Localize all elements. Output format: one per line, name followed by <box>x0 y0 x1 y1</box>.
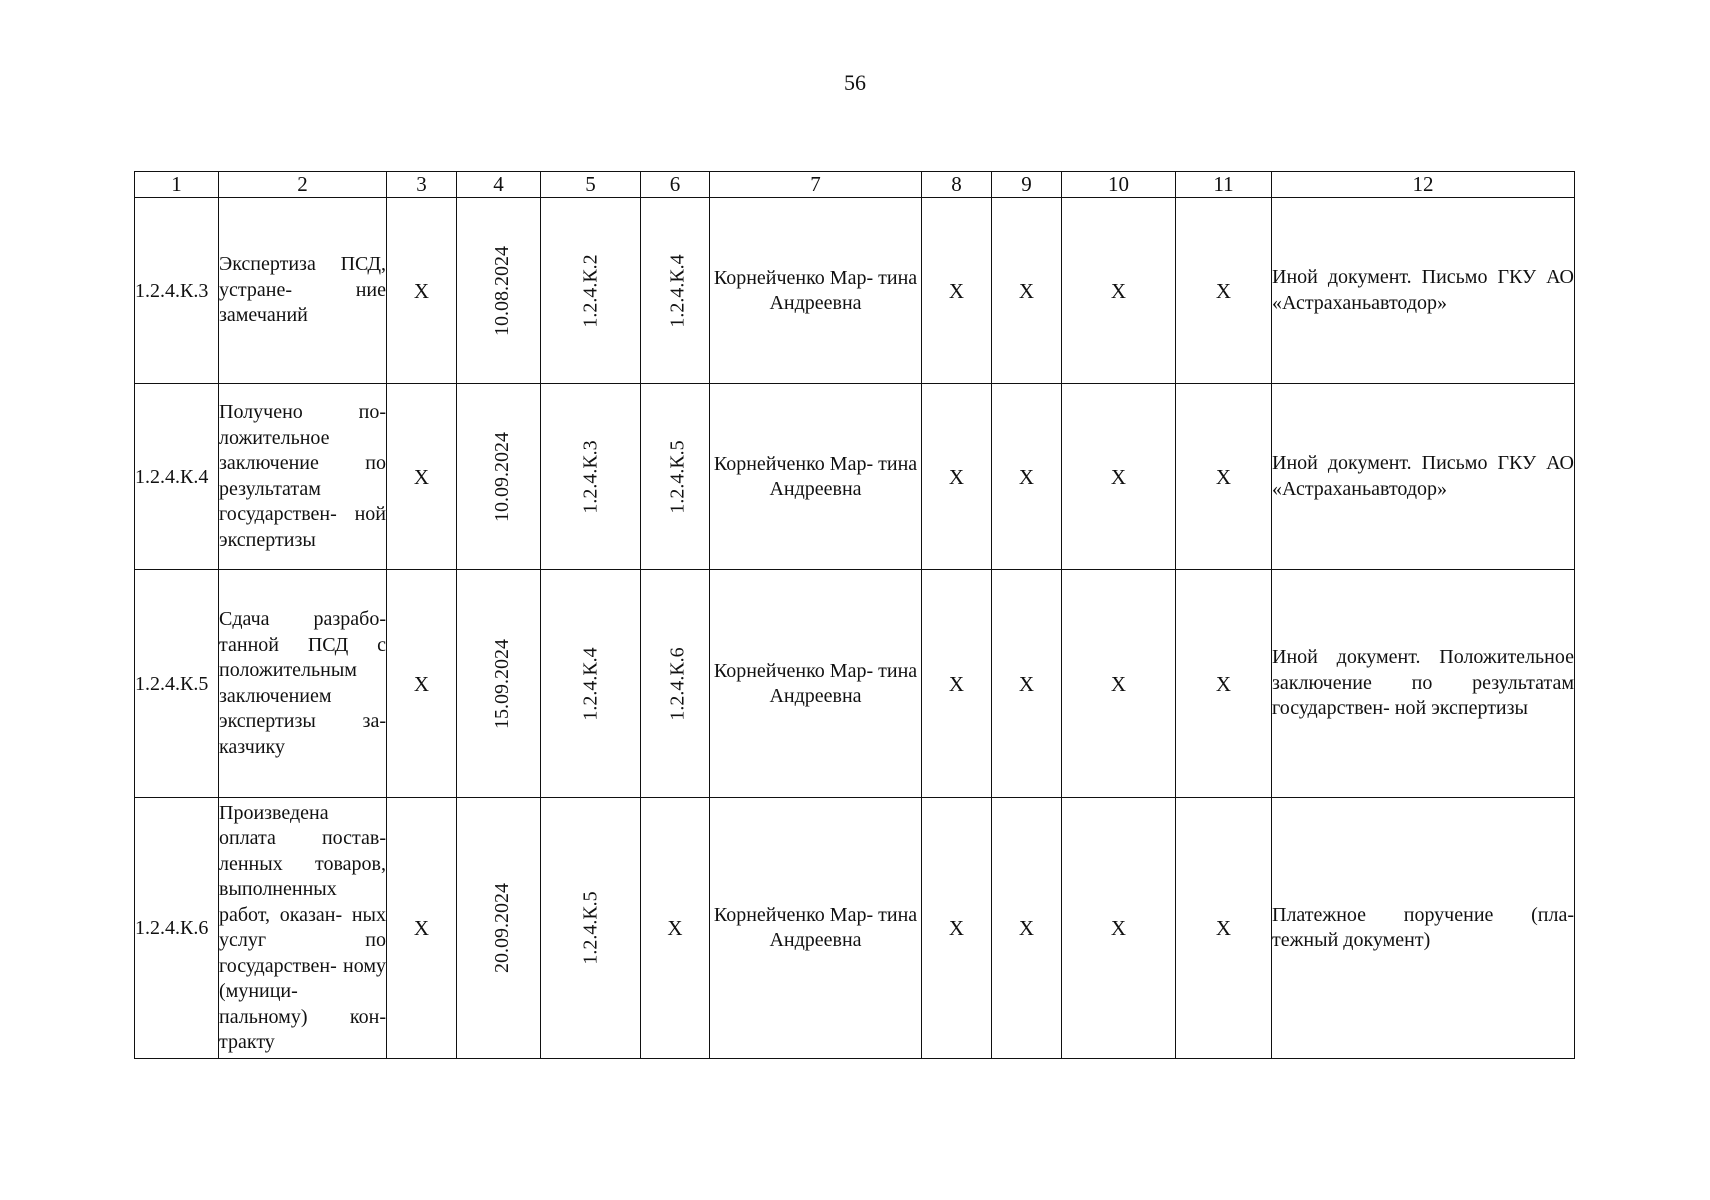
cell-col11: Х <box>1176 570 1272 798</box>
date-cell <box>457 384 541 570</box>
previous-point-text: 1.2.4.К.2 <box>579 253 602 328</box>
column-header-9: 9 <box>992 172 1062 198</box>
previous-point-text: 1.2.4.К.4 <box>579 646 602 721</box>
responsible-person: Корнейченко Мар- тина Андреевна <box>710 384 922 570</box>
column-header-8: 8 <box>922 172 992 198</box>
next-point-text: 1.2.4.К.5 <box>666 439 689 514</box>
cell-col9: Х <box>992 198 1062 384</box>
cell-col10: Х <box>1062 198 1176 384</box>
control-points-table <box>134 171 1575 1059</box>
next-point-text: 1.2.4.К.4 <box>666 253 689 328</box>
column-header-3: 3 <box>387 172 457 198</box>
previous-point-text: 1.2.4.К.3 <box>579 439 602 514</box>
responsible-person: Корнейченко Мар- тина Андреевна <box>710 198 922 384</box>
confirming-document: Иной документ. Положительное заключение по результатам государствен- ной экспертизы <box>1272 570 1575 798</box>
column-header-4: 4 <box>457 172 541 198</box>
column-header-2: 2 <box>219 172 387 198</box>
previous-point-cell <box>541 384 641 570</box>
control-point-code: 1.2.4.К.3 <box>135 198 219 384</box>
confirming-document: Иной документ. Письмо ГКУ АО «Астраханьавтодор» <box>1272 384 1575 570</box>
column-header-6: 6 <box>641 172 710 198</box>
confirming-document: Иной документ. Письмо ГКУ АО «Астраханьавтодор» <box>1272 198 1575 384</box>
previous-point-cell <box>541 798 641 1059</box>
cell-col10: Х <box>1062 798 1176 1059</box>
cell-col8: Х <box>922 198 992 384</box>
cell-col9: Х <box>992 570 1062 798</box>
column-header-10: 10 <box>1062 172 1176 198</box>
date-text: 10.08.2024 <box>491 245 513 336</box>
cell-col8: Х <box>922 570 992 798</box>
cell-col10: Х <box>1062 384 1176 570</box>
date-cell <box>457 198 541 384</box>
cell-col3: Х <box>387 384 457 570</box>
cell-col11: Х <box>1176 384 1272 570</box>
next-point-cell: Х <box>641 798 710 1059</box>
cell-col3: Х <box>387 798 457 1059</box>
responsible-person: Корнейченко Мар- тина Андреевна <box>710 798 922 1059</box>
control-point-name: Экспертиза ПСД, устране- ние замечаний <box>219 198 387 384</box>
control-point-code: 1.2.4.К.6 <box>135 798 219 1059</box>
responsible-person: Корнейченко Мар- тина Андреевна <box>710 570 922 798</box>
cell-col10: Х <box>1062 570 1176 798</box>
table-row <box>135 570 1575 798</box>
next-point-text: 1.2.4.К.6 <box>666 646 689 721</box>
control-point-name: Произведена оплата постав- ленных товаров, выполненных работ, оказан- ных услуг по государствен- ному (муници- пальному) кон- тракту <box>219 798 387 1059</box>
date-cell <box>457 798 541 1059</box>
table-row <box>135 384 1575 570</box>
control-point-name: Сдача разрабо- танной ПСД с положительным заключением экспертизы за- казчику <box>219 570 387 798</box>
column-header-12: 12 <box>1272 172 1575 198</box>
previous-point-text: 1.2.4.К.5 <box>579 891 602 965</box>
cell-col8: Х <box>922 384 992 570</box>
column-header-7: 7 <box>710 172 922 198</box>
column-header-1: 1 <box>135 172 219 198</box>
cell-col3: Х <box>387 570 457 798</box>
date-text: 10.09.2024 <box>491 431 513 522</box>
cell-col3: Х <box>387 198 457 384</box>
cell-col9: Х <box>992 798 1062 1059</box>
control-point-code: 1.2.4.К.4 <box>135 384 219 570</box>
table-row <box>135 198 1575 384</box>
header-row <box>135 172 1575 198</box>
cell-col11: Х <box>1176 198 1272 384</box>
next-point-cell <box>641 198 710 384</box>
cell-col9: Х <box>992 384 1062 570</box>
date-text: 15.09.2024 <box>491 638 513 729</box>
column-header-5: 5 <box>541 172 641 198</box>
cell-col8: Х <box>922 798 992 1059</box>
page-number: 56 <box>844 70 866 95</box>
previous-point-cell <box>541 570 641 798</box>
date-cell <box>457 570 541 798</box>
next-point-cell <box>641 570 710 798</box>
control-point-name: Получено по- ложительное заключение по результатам государствен- ной экспертизы <box>219 384 387 570</box>
next-point-cell <box>641 384 710 570</box>
control-point-code: 1.2.4.К.5 <box>135 570 219 798</box>
table-row <box>135 798 1575 1059</box>
previous-point-cell <box>541 198 641 384</box>
column-header-11: 11 <box>1176 172 1272 198</box>
confirming-document: Платежное поручение (пла- тежный документ) <box>1272 798 1575 1059</box>
cell-col11: Х <box>1176 798 1272 1059</box>
date-text: 20.09.2024 <box>491 883 513 973</box>
